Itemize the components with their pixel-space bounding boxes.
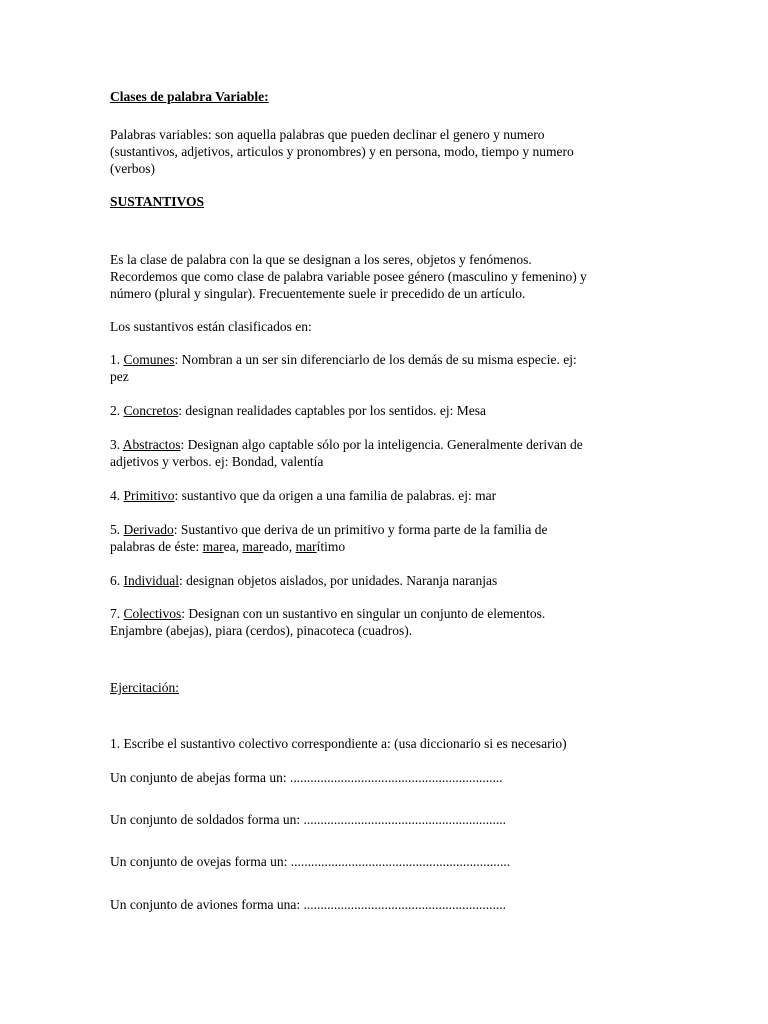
list-item-colectivos (110, 605, 650, 639)
intro-line: (verbos) (110, 161, 155, 176)
item-number: 4. (110, 488, 124, 503)
item-number: 5. (110, 522, 124, 537)
item-term: Concretos (123, 403, 179, 418)
item-number: 3. (110, 437, 123, 452)
item-term: Colectivos (123, 606, 182, 621)
item-text: : Nombran a un ser sin diferenciarlo de los demás de su misma especie. ej: (174, 352, 577, 367)
list-item-abstractos (110, 436, 650, 470)
item-text: : designan realidades captables por los sentidos. ej: Mesa (178, 403, 487, 418)
exercise-heading: Ejercitación: (110, 680, 179, 695)
item-term: Abstractos (122, 437, 181, 452)
exercise-instruction: 1. Escribe el sustantivo colectivo correspondiente a: (usa diccionario si es necesario) (110, 736, 567, 751)
list-item-individual (110, 572, 650, 589)
suffix-text: ítimo (316, 539, 346, 554)
root-mar: mar (242, 539, 264, 554)
section-heading: SUSTANTIVOS (110, 194, 205, 209)
list-item-derivado (110, 521, 650, 555)
item-text: : Sustantivo que deriva de un primitivo y forma parte de la familia de (173, 522, 548, 537)
item-text: palabras de éste: (110, 539, 203, 554)
def-line: Es la clase de palabra con la que se designan a los seres, objetos y fenómenos. (110, 252, 532, 267)
intro-line: Palabras variables: son aquella palabras que pueden declinar el genero y numero (110, 127, 545, 142)
item-text: : designan objetos aislados, por unidades. Naranja naranjas (179, 573, 498, 588)
def-line: número (plural y singular). Frecuentemente suele ir precedido de un artículo. (110, 286, 526, 301)
suffix-text: eado, (263, 539, 296, 554)
item-term: Individual (123, 573, 179, 588)
fill-in-line: Un conjunto de abejas forma un: ............................................................... (110, 770, 503, 785)
item-text: : sustantivo que da origen a una familia de palabras. ej: mar (174, 488, 497, 503)
item-number: 7. (110, 606, 124, 621)
item-number: 2. (110, 403, 124, 418)
intro-line: (sustantivos, adjetivos, articulos y pronombres) y en persona, modo, tiempo y numero (110, 144, 574, 159)
item-number: 6. (110, 573, 124, 588)
item-text: pez (110, 369, 129, 384)
item-text: : Designan con un sustantivo en singular un conjunto de elementos. (181, 606, 546, 621)
root-mar: mar (202, 539, 224, 554)
item-text: : Designan algo captable sólo por la inteligencia. Generalmente derivan de (180, 437, 583, 452)
item-text: adjetivos y verbos. ej: Bondad, valentía (110, 454, 324, 469)
list-item-primitivo (110, 487, 650, 504)
fill-in-line: Un conjunto de ovejas forma un: ................................................................. (110, 854, 511, 869)
list-item-concretos (110, 402, 650, 419)
list-item-comunes (110, 351, 650, 385)
item-term: Derivado (123, 522, 174, 537)
root-mar: mar (295, 539, 317, 554)
definition-paragraph (110, 251, 650, 302)
item-number: 1. (110, 352, 124, 367)
suffix-text: ea, (223, 539, 243, 554)
item-term: Comunes (123, 352, 175, 367)
item-text: Enjambre (abejas), piara (cerdos), pinacoteca (cuadros). (110, 623, 413, 638)
fill-in-line: Un conjunto de soldados forma un: ............................................................ (110, 812, 506, 827)
intro-paragraph (110, 126, 650, 177)
classification-intro: Los sustantivos están clasificados en: (110, 319, 312, 334)
doc-title: Clases de palabra Variable: (110, 89, 269, 104)
def-line: Recordemos que como clase de palabra variable posee género (masculino y femenino) y (110, 269, 587, 284)
item-term: Primitivo (123, 488, 175, 503)
fill-in-line: Un conjunto de aviones forma una: ............................................................ (110, 897, 506, 912)
